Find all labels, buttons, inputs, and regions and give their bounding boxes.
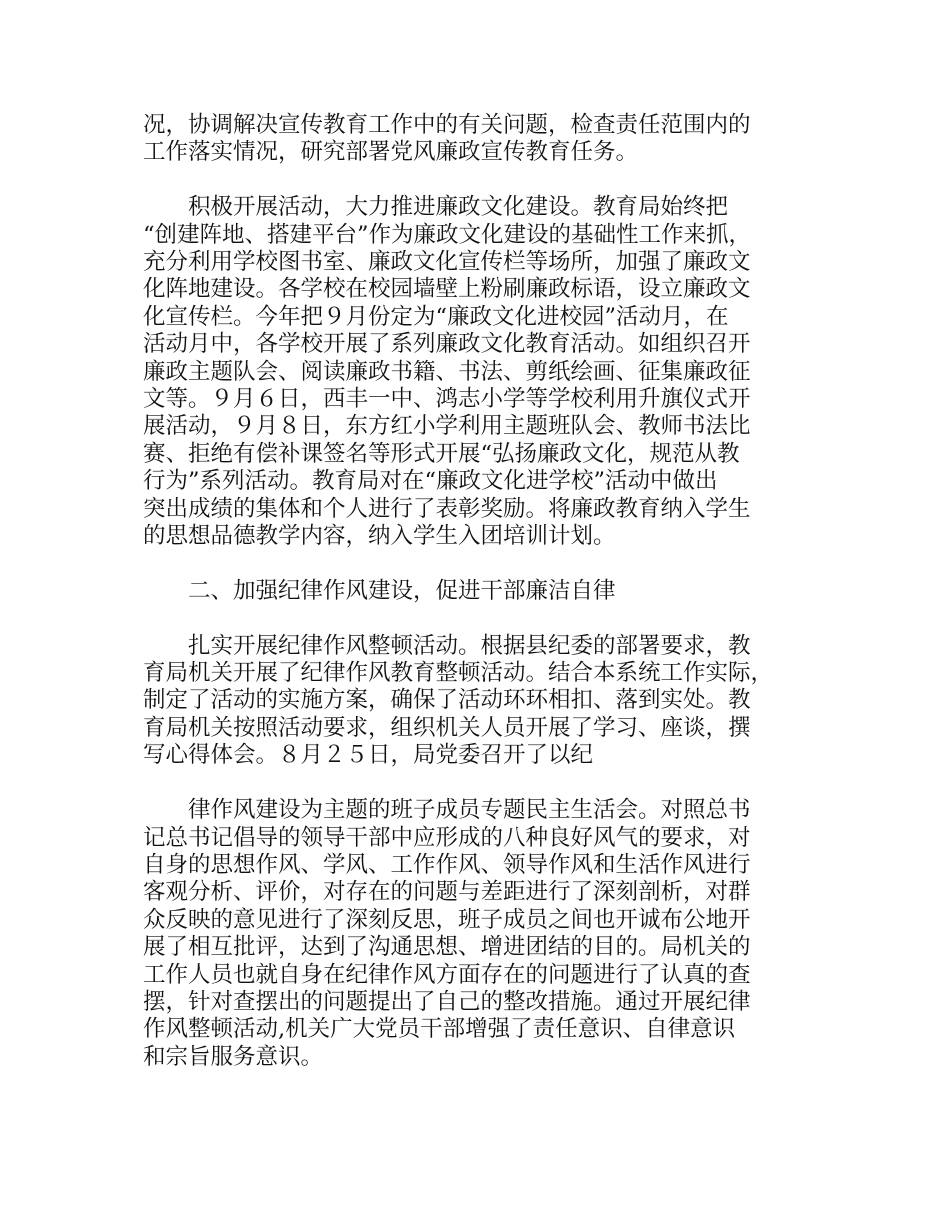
paragraph-democratic-life-meeting: 律作风建设为主题的班子成员专题民主生活会。对照总书 记总书记倡导的领导干部中应形成的八种良好风气的要求，对 自身的思想作风、学风、工作作风、领导作风和生活作风进行 客观分析、评价，对存在的问题与差距进行了深刻剖析，对群 众反映的意见进行了深刻反思，班子成员之间也开诚布公地开 展了相互批评，达到了沟通思想、增进团结的目的。局机关的 工作人员也就自身在纪律作风方面存在的问题进行了认真的查 摆，针对查摆出的问题提出了自己的整改措施。通过开展纪律 作风整顿活动,机关广大党员干部增强了责任意识、自律意识 和宗旨服务意识。: [143, 797, 751, 1070]
section-heading-two: 二、加强纪律作风建设，促进干部廉洁自律: [143, 577, 616, 604]
paragraph-integrity-culture: 积极开展活动，大力推进廉政文化建设。教育局始终把 “创建阵地、搭建平台”作为廉政文化建设的基础性工作来抓， 充分利用学校图书室、廉政文化宣传栏等场所，加强了廉政文 化阵地建设。各学校在校园墙壁上粉刷廉政标语，设立廉政文 化宣传栏。今年把９月份定为“廉政文化进校园”活动月，在 活动月中，各学校开展了系列廉政文化教育活动。如组织召开 廉政主题队会、阅读廉政书籍、书法、剪纸绘画、征集廉政征 文等。９月６日，西丰一中、鸿志小学等学校利用升旗仪式开 展活动，９月８日，东方红小学利用主题班队会、教师书法比 赛、拒绝有偿补课签名等形式开展“弘扬廉政文化，规范从教 行为”系列活动。教育局对在“廉政文化进学校”活动中做出 突出成绩的集体和个人进行了表彰奖励。将廉政教育纳入学生 的思想品德教学内容，纳入学生入团培训计划。: [143, 194, 752, 550]
paragraph-discipline-rectification: 扎实开展纪律作风整顿活动。根据县纪委的部署要求，教 育局机关开展了纪律作风教育整顿活动。结合本系统工作实际， 制定了活动的实施方案，确保了活动环环相扣、落到实处。教 育局机关按照活动要求，组织机关人员开展了学习、座谈，撰 写心得体会。８月２５日，局党委召开了以纪: [143, 632, 774, 769]
document-body: [143, 112, 823, 1099]
paragraph-intro-continuation: 况，协调解决宣传教育工作中的有关问题，检查责任范围内的 工作落实情况，研究部署党风廉政宣传教育任务。: [143, 112, 751, 166]
